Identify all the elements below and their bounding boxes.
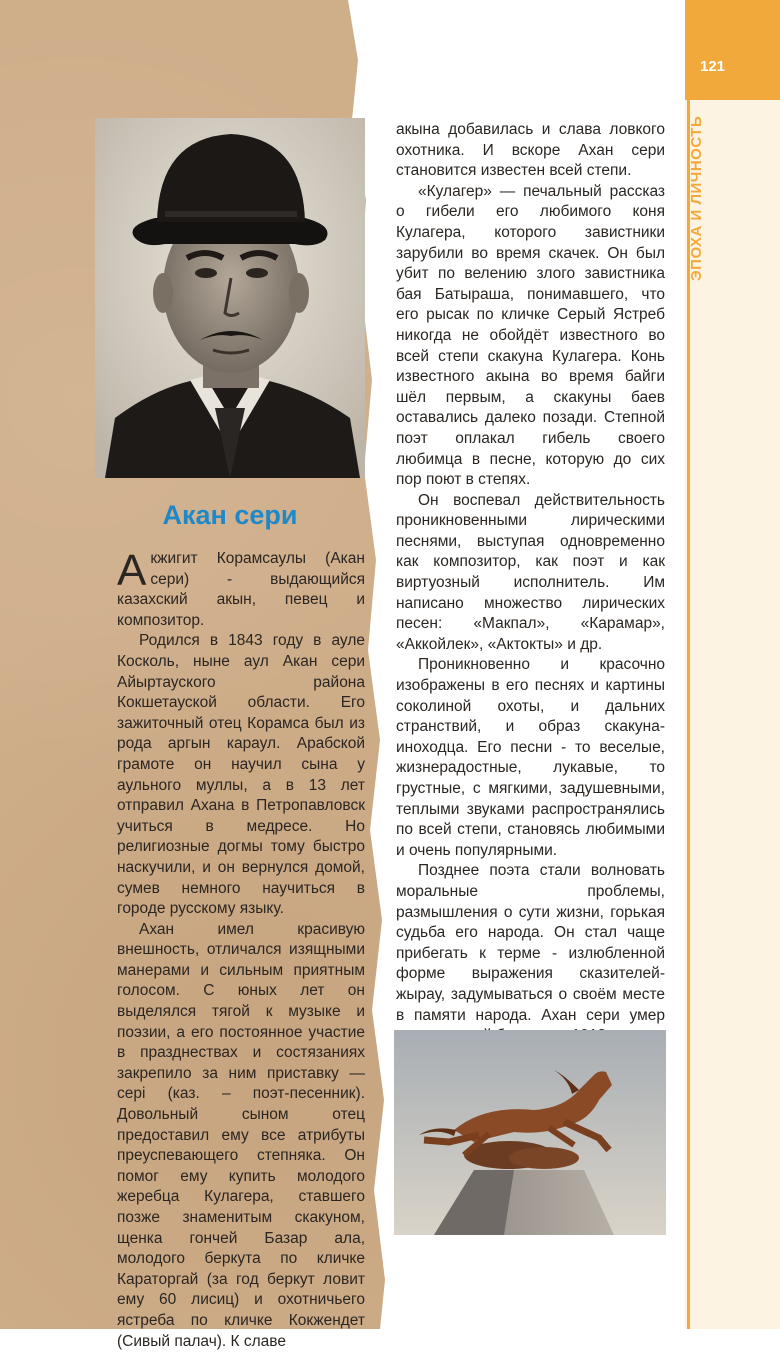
page-number-box <box>685 0 780 100</box>
paragraph: Позднее поэта стали волновать моральные проблемы, размышления о сути жизни, горькая судьба его народа. Он стал чаще прибегать к терме - излюбленной форме выражения сказителей-жырау, задумываться о своём месте в памяти народа. Ахан сери умер <box>396 862 665 1024</box>
portrait-photo <box>95 118 365 478</box>
article-title: Акан сери <box>162 500 298 530</box>
text-column-right <box>396 120 665 1047</box>
paragraph: «Кулагер» — печальный рассказ о гибели его любимого коня Кулагера, которого завистники зарубили во время скачек. Он был убит по велению злого завистника бая Батыраша, понимавшего, что его рысак по кличке Серый Ястреб никогда не обойдёт известного во всей степи скакуна Кулагера. Конь известного акына во время байги шёл первым, а скакуны баев оставались далеко позади. Степной поэт оплакал гибель своего любимца в песне, которую до сих пор поют в степях. <box>396 182 665 489</box>
paragraph <box>117 546 365 631</box>
paragraph-text: кжигит Корамсаулы (Акан сери) - выдающийся казахский акын, певец и композитор. <box>117 550 365 629</box>
drop-cap: А <box>117 546 147 595</box>
section-label: ЭПОХА И ЛИЧНОСТЬ <box>688 116 705 282</box>
portrait-illustration <box>95 118 365 478</box>
paragraph: Родился в 1843 году в ауле Косколь, ныне аул Акан сери Айыртауского района Кокшетауской области. Его зажиточный отец Корамса был из рода аргын караул. Арабской грамоте он научил сына у аульного муллы, а в 13 лет отправил Ахана в Петропавловск учиться в медресе. Но религиозные догмы тому быстро наскучили, и он вернулся домой, сумев немного научиться в городе русскому языку. <box>117 632 365 918</box>
page-number: 121 <box>699 58 726 75</box>
text-column-left <box>117 546 365 1352</box>
paragraph: Проникновенно и красочно изображены в его песнях и картины соколиной охоты, и дальних странствий, и образ скакуна-иноходца. Его песни - то веселые, жизнерадостные, лукавые, то грустные, с мягкими, задушевными, теплыми звуками распространялись по всей степи, становясь любимыми и очень популярными. <box>396 656 665 859</box>
monument-photo <box>394 1030 666 1235</box>
horse-monument-illustration <box>394 1030 666 1235</box>
paragraph: Ахан имел красивую внешность, отличался изящными манерами и сильным приятным голосом. С юных лет он выделялся тягой к музыке и поэзии, а его постоянное участие в празднествах и состязаниях закрепило за ним приставку — сері (каз. – поэт-песенник). Довольный сыном отец предоставил ему все атрибуты преуспевающего степняка. Он помог ему купить молодого жеребца Кулагера, ставшего позже знаменитым скакуном, щенка гончей Базар ала, молодого беркута по кличке Караторгай (за год беркут ловит ему 60 лисиц) и охотничьего ястреба по кличке Кокжендет (Сивый палач). К славе <box>117 920 365 1350</box>
paragraph: акына добавилась и слава ловкого охотника. И вскоре Ахан сери становится известен всей степи. <box>396 121 665 180</box>
paragraph: Он воспевал действительность проникновенными лирическими песнями, выступая одновременно как композитор, как поэт и как виртуозный исполнитель. Им написано множество лирических песен: «Макпал», «Карамар», «Аккойлек», «Актокты» и др. <box>396 491 665 653</box>
